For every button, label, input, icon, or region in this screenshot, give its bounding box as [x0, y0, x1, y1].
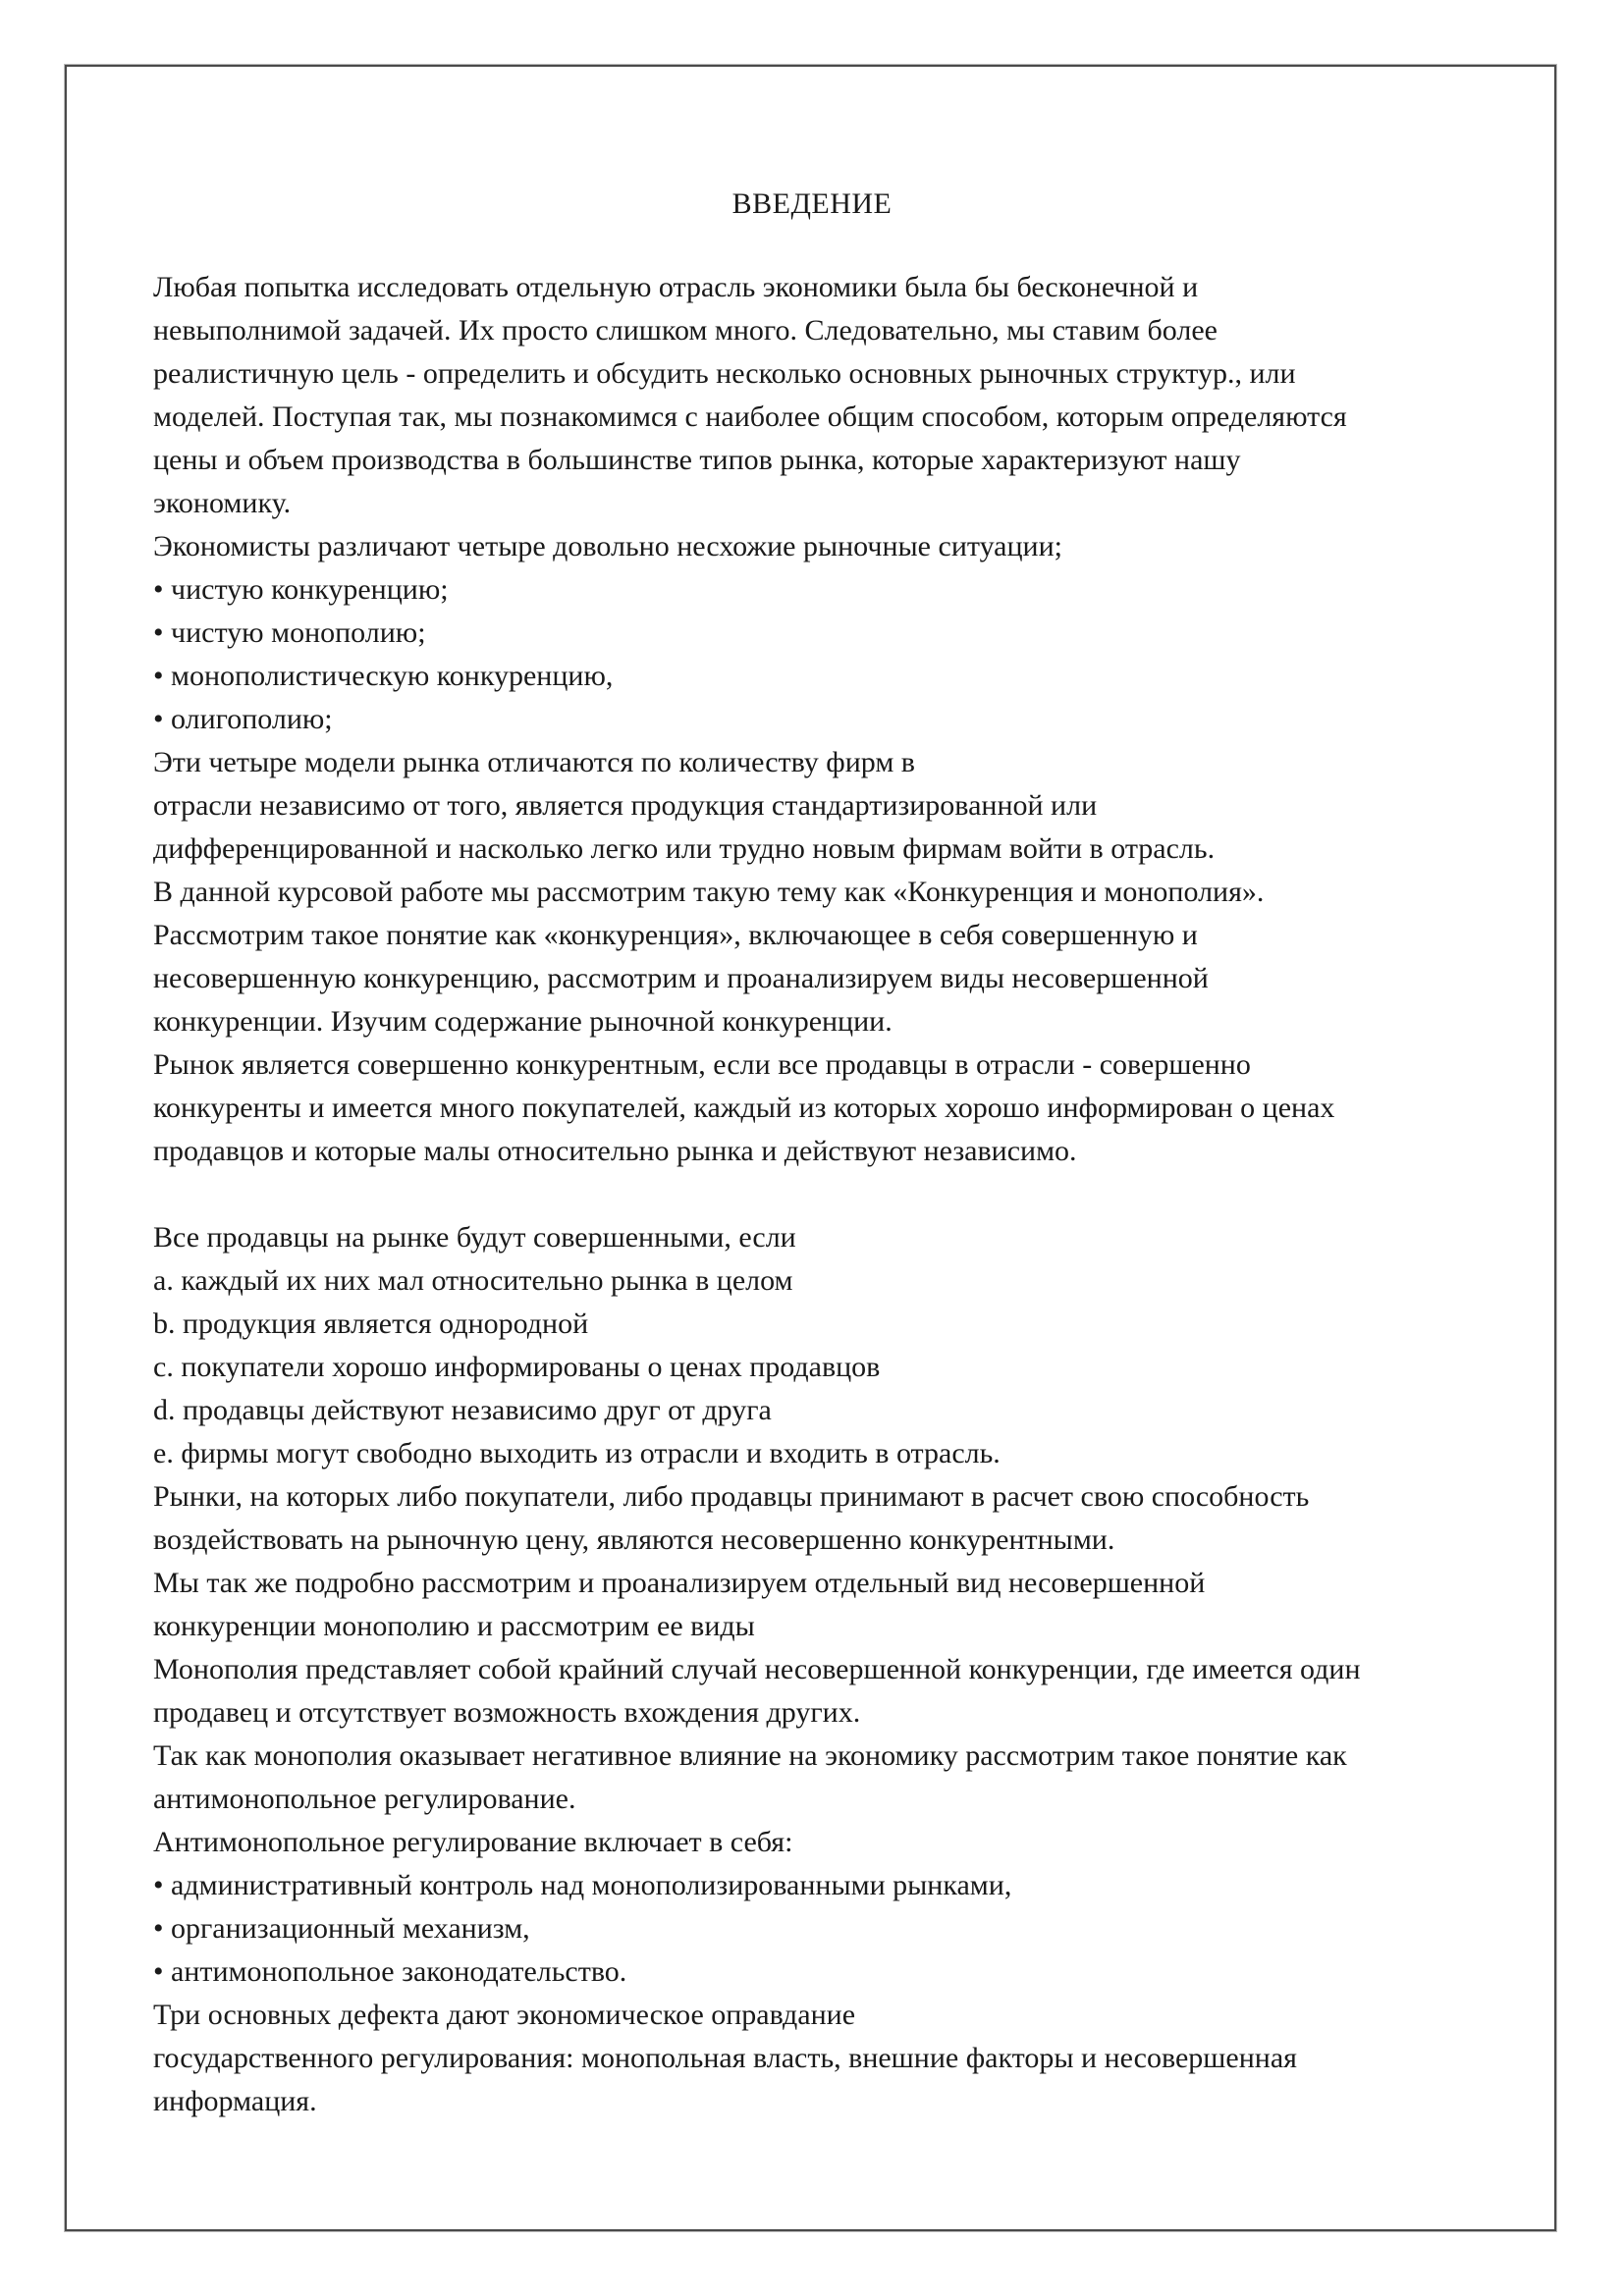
text-line: государственного регулирования: монопольная власть, внешние факторы и несовершенная: [153, 2042, 1297, 2074]
text-line: Экономисты различают четыре довольно несхожие рыночные ситуации;: [153, 530, 1063, 562]
text-line: несовершенную конкуренцию, рассмотрим и проанализируем виды несовершенной: [153, 962, 1209, 994]
text-line: отрасли независимо от того, является продукция стандартизированной или: [153, 789, 1098, 822]
text-line: информация.: [153, 2085, 317, 2117]
text-line: воздействовать на рыночную цену, являются несовершенно конкурентными.: [153, 1523, 1115, 1556]
text-line: дифференцированной и насколько легко или трудно новым фирмам войти в отрасль.: [153, 832, 1216, 865]
page-title: ВВЕДЕНИЕ: [731, 187, 893, 220]
text-line: антимонопольное регулирование.: [153, 1783, 576, 1815]
text-line: В данной курсовой работе мы рассмотрим такую тему как «Конкуренция и монополия».: [153, 876, 1265, 908]
text-line: продавцов и которые малы относительно рынка и действуют независимо.: [153, 1135, 1077, 1167]
bullet-item: • чистую конкуренцию;: [153, 573, 449, 606]
text-line: Все продавцы на рынке будут совершенными, если: [153, 1221, 796, 1254]
text-line: продавец и отсутствует возможность вхождения других.: [153, 1696, 861, 1729]
text-line: моделей. Поступая так, мы познакомимся с наиболее общим способом, которым определяются: [153, 400, 1347, 433]
text-line: Монополия представляет собой крайний случай несовершенной конкуренции, где имеется один: [153, 1653, 1361, 1685]
document-body: [153, 266, 1528, 2123]
text-line: Рассмотрим такое понятие как «конкуренция», включающее в себя совершенную и: [153, 919, 1198, 951]
list-item: d. продавцы действуют независимо друг от друга: [153, 1394, 772, 1426]
list-item: a. каждый их них мал относительно рынка в целом: [153, 1264, 793, 1297]
bullet-item: • чистую монополию;: [153, 616, 426, 649]
list-item: b. продукция является однородной: [153, 1308, 589, 1340]
text-line: Антимонопольное регулирование включает в себя:: [153, 1826, 793, 1858]
bullet-item: • монополистическую конкуренцию,: [153, 660, 614, 692]
text-line: реалистичную цель - определить и обсудить несколько основных рыночных структур., или: [153, 357, 1296, 390]
text-line: невыполнимой задачей. Их просто слишком много. Следовательно, мы ставим более: [153, 314, 1218, 347]
text-line: Эти четыре модели рынка отличаются по количеству фирм в: [153, 746, 915, 778]
text-line: Так как монополия оказывает негативное влияние на экономику рассмотрим такое понятие как: [153, 1739, 1347, 1772]
text-line: конкуренты и имеется много покупателей, каждый из которых хорошо информирован о ценах: [153, 1092, 1335, 1124]
text-line: Рынки, на которых либо покупатели, либо продавцы принимают в расчет свою способность: [153, 1480, 1310, 1513]
text-line: экономику.: [153, 487, 292, 519]
text-line: конкуренции. Изучим содержание рыночной конкуренции.: [153, 1005, 893, 1038]
text-line: Рынок является совершенно конкурентным, если все продавцы в отрасли - совершенно: [153, 1048, 1251, 1081]
text-line: Любая попытка исследовать отдельную отрасль экономики была бы бесконечной и: [153, 271, 1199, 303]
bullet-item: • олигополию;: [153, 703, 333, 735]
blank-line: [153, 1173, 1528, 1216]
text-line: Мы так же подробно рассмотрим и проанализируем отдельный вид несовершенной: [153, 1567, 1206, 1599]
list-item: e. фирмы могут свободно выходить из отрасли и входить в отрасль.: [153, 1437, 1001, 1469]
text-line: Три основных дефекта дают экономическое оправдание: [153, 1999, 856, 2031]
text-line: цены и объем производства в большинстве типов рынка, которые характеризуют нашу: [153, 444, 1241, 476]
text-line: конкуренции монополию и рассмотрим ее виды: [153, 1610, 755, 1642]
bullet-item: • организационный механизм,: [153, 1912, 530, 1945]
list-item: c. покупатели хорошо информированы о ценах продавцов: [153, 1351, 881, 1383]
bullet-item: • административный контроль над монополизированными рынками,: [153, 1869, 1012, 1901]
bullet-item: • антимонопольное законодательство.: [153, 1955, 627, 1988]
